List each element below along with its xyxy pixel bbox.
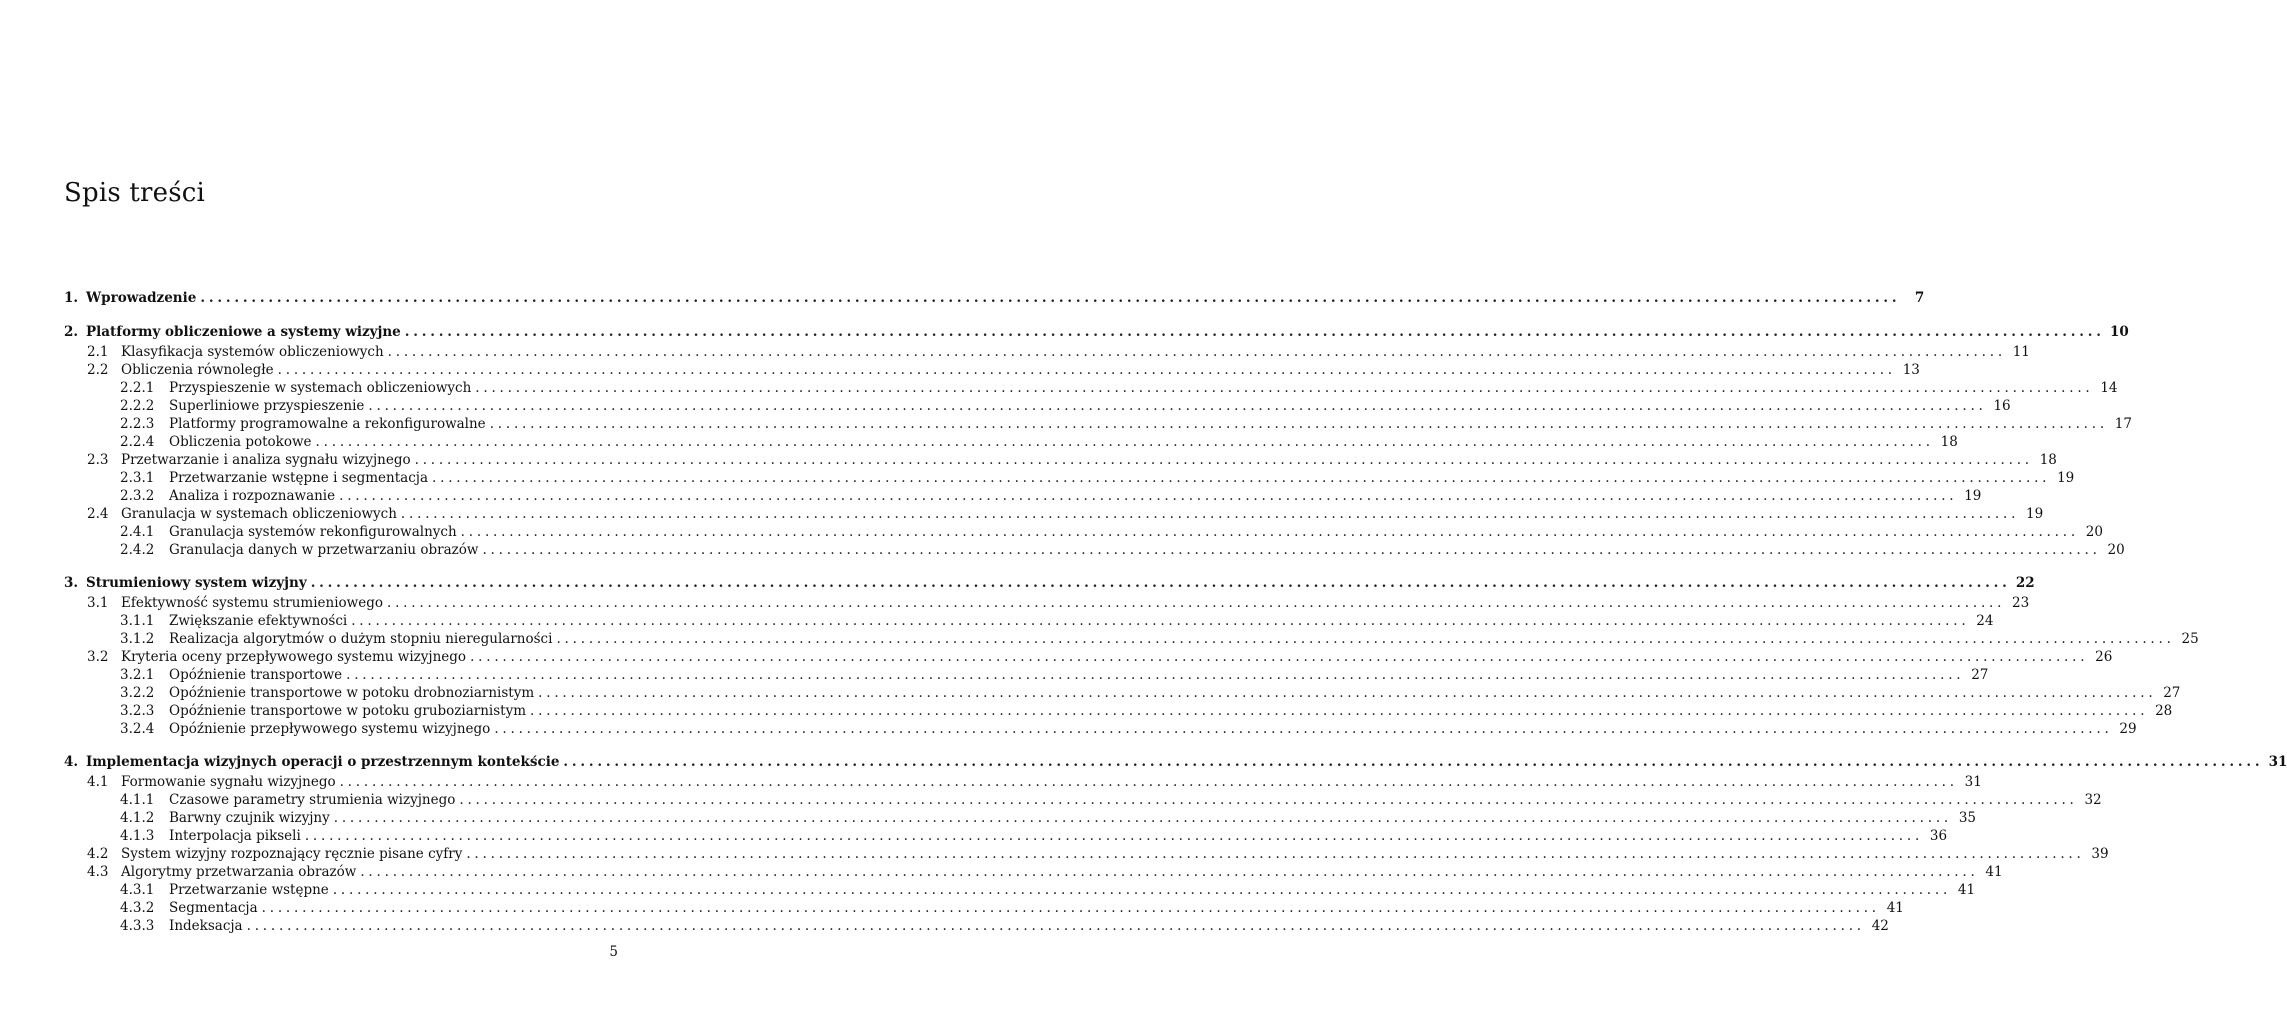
dot-leader: ........................................................................................................................................................................................................ bbox=[475, 380, 2094, 396]
toc-entry-number: 3.2.3 bbox=[120, 703, 155, 719]
toc-entry-title: System wizyjny rozpoznający ręcznie pisane cyfry bbox=[121, 846, 463, 862]
toc-entry-title: Przyspieszenie w systemach obliczeniowych bbox=[169, 380, 472, 396]
dot-leader: ........................................................................................................................................................................................................ bbox=[339, 488, 1958, 504]
toc-subsection-entry[interactable] bbox=[64, 791, 2102, 809]
toc-entry-title: Efektywność systemu strumieniowego bbox=[121, 595, 383, 611]
toc-entry-page: 26 bbox=[2095, 649, 2113, 665]
toc-section-entry[interactable] bbox=[64, 594, 2030, 612]
toc-entry-page: 31 bbox=[1964, 774, 1982, 790]
toc-section-entry[interactable] bbox=[64, 505, 2044, 523]
toc-entry-number: 4.3.2 bbox=[120, 900, 155, 916]
toc-chapter-entry[interactable] bbox=[64, 322, 2129, 342]
dot-leader: ........................................................................................................................................................................................................ bbox=[494, 721, 2113, 737]
toc-entry-page: 41 bbox=[1957, 882, 1976, 898]
toc-entry-number: 3.1 bbox=[87, 595, 109, 611]
toc-entry-title: Czasowe parametry strumienia wizyjnego bbox=[169, 792, 456, 808]
toc-entry-title: Opóźnienie przepływowego systemu wizyjnego bbox=[169, 721, 491, 737]
toc-entry-number: 2.4.2 bbox=[120, 542, 155, 558]
toc-entry-number: 3.1.1 bbox=[120, 613, 155, 629]
toc-entry-title: Przetwarzanie wstępne bbox=[169, 882, 329, 898]
toc-entry-title: Platformy obliczeniowe a systemy wizyjne bbox=[86, 324, 401, 340]
toc-entry-page: 13 bbox=[1902, 362, 1920, 378]
table-of-contents bbox=[64, 288, 2287, 949]
toc-entry-number: 4.1 bbox=[87, 774, 109, 790]
toc-subsection-entry[interactable] bbox=[64, 630, 2199, 648]
toc-entry-title: Indeksacja bbox=[169, 918, 243, 934]
toc-subsection-entry[interactable] bbox=[64, 541, 2125, 559]
toc-entry-title: Przetwarzanie i analiza sygnału wizyjnego bbox=[121, 452, 411, 468]
toc-entry-number: 3.2.2 bbox=[120, 685, 155, 701]
toc-entry-page: 31 bbox=[2268, 754, 2287, 770]
dot-leader: ........................................................................................................................................................................................................ bbox=[459, 792, 2078, 808]
toc-entry-title: Opóźnienie transportowe w potoku drobnoziarnistym bbox=[169, 685, 535, 701]
dot-leader: ........................................................................................................................................................................................................ bbox=[466, 846, 2085, 862]
toc-entry-page: 25 bbox=[2181, 631, 2199, 647]
toc-entry-title: Strumieniowy system wizyjny bbox=[86, 575, 307, 591]
toc-entry-page: 19 bbox=[2057, 470, 2075, 486]
toc-entry-title: Granulacja danych w przetwarzaniu obrazów bbox=[169, 542, 479, 558]
toc-subsection-entry[interactable] bbox=[64, 487, 1982, 505]
toc-entry-page: 28 bbox=[2155, 703, 2173, 719]
dot-leader: ........................................................................................................................................................................................................ bbox=[556, 631, 2175, 647]
toc-entry-title: Obliczenia równoległe bbox=[121, 362, 274, 378]
toc-entry-title: Wprowadzenie bbox=[86, 290, 197, 306]
toc-entry-number: 3.2.4 bbox=[120, 721, 155, 737]
page-number: 5 bbox=[609, 944, 618, 960]
toc-entry-number: 3.2 bbox=[87, 649, 109, 665]
toc-chapter-entry[interactable] bbox=[64, 288, 1925, 308]
toc-section-entry[interactable] bbox=[64, 648, 2113, 666]
toc-entry-title: Implementacja wizyjnych operacji o przestrzennym kontekście bbox=[86, 754, 560, 770]
toc-entry-number: 3. bbox=[64, 575, 79, 591]
toc-entry-page: 29 bbox=[2119, 721, 2137, 737]
toc-entry-number: 2.3 bbox=[87, 452, 109, 468]
toc-entry-page: 41 bbox=[1985, 864, 2003, 880]
toc-subsection-entry[interactable] bbox=[64, 702, 2173, 720]
toc-entry-page: 17 bbox=[2114, 416, 2132, 432]
toc-entry-page: 14 bbox=[2100, 380, 2118, 396]
toc-subsection-entry[interactable] bbox=[64, 827, 1948, 845]
toc-entry-number: 3.2.1 bbox=[120, 667, 155, 683]
toc-section-entry[interactable] bbox=[64, 773, 1982, 791]
toc-entry-number: 4. bbox=[64, 754, 79, 770]
toc-chapter-block bbox=[64, 322, 2132, 559]
toc-entry-title: Realizacja algorytmów o dużym stopniu nieregularności bbox=[169, 631, 553, 647]
toc-entry-title: Platformy programowalne a rekonfigurowalne bbox=[169, 416, 486, 432]
toc-entry-number: 4.1.3 bbox=[120, 828, 155, 844]
dot-leader: ........................................................................................................................................................................................................ bbox=[400, 506, 2020, 522]
toc-entry-page: 18 bbox=[1940, 434, 1958, 450]
dot-leader: ........................................................................................................................................................................................................ bbox=[339, 774, 1958, 790]
toc-subsection-entry[interactable] bbox=[64, 612, 1994, 630]
dot-leader: ........................................................................................................................................................................................................ bbox=[261, 900, 1880, 916]
toc-entry-title: Zwiększanie efektywności bbox=[169, 613, 348, 629]
toc-entry-page: 18 bbox=[2039, 452, 2057, 468]
toc-entry-number: 4.1.1 bbox=[120, 792, 155, 808]
toc-subsection-entry[interactable] bbox=[64, 469, 2075, 487]
toc-subsection-entry[interactable] bbox=[64, 379, 2118, 397]
toc-entry-number: 2.3.2 bbox=[120, 488, 155, 504]
toc-subsection-entry[interactable] bbox=[64, 720, 2137, 738]
toc-subsection-entry[interactable] bbox=[64, 881, 1976, 899]
toc-chapter-block bbox=[64, 752, 2287, 935]
toc-entry-number: 2.4.1 bbox=[120, 524, 155, 540]
toc-entry-title: Klasyfikacja systemów obliczeniowych bbox=[121, 344, 384, 360]
toc-subsection-entry[interactable] bbox=[64, 899, 1904, 917]
toc-entry-number: 2.2.2 bbox=[120, 398, 155, 414]
toc-entry-page: 27 bbox=[2163, 685, 2181, 701]
page-title: Spis treści bbox=[64, 178, 206, 208]
toc-section-entry[interactable] bbox=[64, 845, 2109, 863]
toc-entry-number: 4.3.1 bbox=[120, 882, 155, 898]
dot-leader: ........................................................................................................................................................................................................ bbox=[277, 362, 1896, 378]
toc-entry-title: Opóźnienie transportowe w potoku gruboziarnistym bbox=[169, 703, 527, 719]
toc-entry-number: 4.2 bbox=[87, 846, 109, 862]
toc-entry-number: 3.1.2 bbox=[120, 631, 155, 647]
dot-leader: ........................................................................................................................................................................................................ bbox=[368, 398, 1987, 414]
toc-entry-page: 19 bbox=[2025, 506, 2044, 522]
dot-leader: ........................................................................................................................................................................................................ bbox=[332, 882, 1952, 898]
toc-section-entry[interactable] bbox=[64, 361, 1920, 379]
toc-entry-page: 7 bbox=[1914, 290, 1925, 306]
toc-entry-number: 2.1 bbox=[87, 344, 109, 360]
toc-entry-page: 39 bbox=[2091, 846, 2109, 862]
toc-section-entry[interactable] bbox=[64, 863, 2003, 881]
toc-entry-number: 2.2 bbox=[87, 362, 109, 378]
toc-entry-page: 32 bbox=[2084, 792, 2102, 808]
toc-entry-number: 2.2.3 bbox=[120, 416, 155, 432]
toc-entry-number: 2.2.1 bbox=[120, 380, 155, 396]
toc-entry-number: 4.1.2 bbox=[120, 810, 155, 826]
toc-subsection-entry[interactable] bbox=[64, 523, 2103, 541]
dot-leader: ........................................................................................................................................................................................................ bbox=[460, 524, 2079, 540]
toc-entry-page: 19 bbox=[1964, 488, 1982, 504]
toc-entry-title: Superliniowe przyspieszenie bbox=[169, 398, 365, 414]
toc-subsection-entry[interactable] bbox=[64, 684, 2181, 702]
dot-leader: ........................................................................................................................................................................................................ bbox=[482, 542, 2101, 558]
toc-entry-number: 4.3.3 bbox=[120, 918, 155, 934]
dot-leader: ........................................................................................................................................................................................................ bbox=[246, 918, 1865, 934]
dot-leader: ........................................................................................................................................................................................................ bbox=[346, 667, 1965, 683]
dot-leader: ........................................................................................................................................................................................................ bbox=[387, 344, 2006, 360]
toc-entry-page: 35 bbox=[1958, 810, 1976, 826]
toc-chapter-entry[interactable] bbox=[64, 573, 2035, 593]
toc-chapter-block bbox=[64, 573, 2199, 738]
dot-leader: ........................................................................................................................................................................................................ bbox=[432, 470, 2051, 486]
toc-entry-page: 27 bbox=[1971, 667, 1989, 683]
dot-leader: ........................................................................................................................................................................................................ bbox=[351, 613, 1970, 629]
toc-entry-page: 42 bbox=[1871, 918, 1889, 934]
dot-leader: ........................................................................................................................................................................................................ bbox=[404, 324, 2105, 340]
toc-entry-page: 20 bbox=[2107, 542, 2125, 558]
toc-entry-title: Granulacja systemów rekonfigurowalnych bbox=[169, 524, 457, 540]
toc-section-entry[interactable] bbox=[64, 343, 2030, 361]
toc-entry-title: Barwny czujnik wizyjny bbox=[169, 810, 330, 826]
toc-chapter-block bbox=[64, 288, 1925, 308]
dot-leader: ........................................................................................................................................................................................................ bbox=[414, 452, 2033, 468]
toc-entry-page: 36 bbox=[1929, 828, 1948, 844]
toc-entry-page: 24 bbox=[1976, 613, 1994, 629]
dot-leader: ........................................................................................................................................................................................................ bbox=[386, 595, 2006, 611]
toc-entry-number: 4.3 bbox=[87, 864, 109, 880]
dot-leader: ........................................................................................................................................................................................................ bbox=[315, 434, 1934, 450]
toc-section-entry[interactable] bbox=[64, 451, 2057, 469]
toc-entry-page: 22 bbox=[2015, 575, 2035, 591]
toc-subsection-entry[interactable] bbox=[64, 666, 1989, 684]
toc-entry-title: Granulacja w systemach obliczeniowych bbox=[121, 506, 397, 522]
dot-leader: ........................................................................................................................................................................................................ bbox=[563, 754, 2264, 770]
toc-entry-title: Analiza i rozpoznawanie bbox=[169, 488, 336, 504]
toc-entry-title: Formowanie sygnału wizyjnego bbox=[121, 774, 336, 790]
toc-subsection-entry[interactable] bbox=[64, 433, 1958, 451]
toc-subsection-entry[interactable] bbox=[64, 397, 2011, 415]
toc-entry-title: Obliczenia potokowe bbox=[169, 434, 312, 450]
toc-subsection-entry[interactable] bbox=[64, 809, 1976, 827]
dot-leader: ........................................................................................................................................................................................................ bbox=[310, 575, 2011, 591]
toc-entry-number: 2. bbox=[64, 324, 79, 340]
toc-chapter-entry[interactable] bbox=[64, 752, 2287, 772]
dot-leader: ........................................................................................................................................................................................................ bbox=[530, 703, 2149, 719]
toc-entry-title: Interpolacja pikseli bbox=[169, 828, 301, 844]
toc-entry-number: 1. bbox=[64, 290, 79, 306]
dot-leader: ........................................................................................................................................................................................................ bbox=[538, 685, 2157, 701]
toc-entry-number: 2.2.4 bbox=[120, 434, 155, 450]
toc-entry-title: Kryteria oceny przepływowego systemu wizyjnego bbox=[121, 649, 467, 665]
toc-entry-number: 2.4 bbox=[87, 506, 109, 522]
toc-entry-number: 2.3.1 bbox=[120, 470, 155, 486]
toc-entry-page: 23 bbox=[2012, 595, 2030, 611]
toc-entry-title: Segmentacja bbox=[169, 900, 258, 916]
toc-subsection-entry[interactable] bbox=[64, 415, 2132, 433]
dot-leader: ........................................................................................................................................................................................................ bbox=[304, 828, 1924, 844]
toc-entry-title: Przetwarzanie wstępne i segmentacja bbox=[169, 470, 429, 486]
toc-subsection-entry[interactable] bbox=[64, 917, 1889, 935]
dot-leader: ........................................................................................................................................................................................................ bbox=[489, 416, 2108, 432]
toc-entry-page: 41 bbox=[1886, 900, 1904, 916]
toc-entry-page: 16 bbox=[1993, 398, 2011, 414]
dot-leader: ........................................................................................................................................................................................................ bbox=[360, 864, 1979, 880]
toc-entry-page: 11 bbox=[2012, 344, 2030, 360]
dot-leader: ........................................................................................................................................................................................................ bbox=[333, 810, 1952, 826]
dot-leader: ........................................................................................................................................................................................................ bbox=[200, 290, 1901, 306]
dot-leader: ........................................................................................................................................................................................................ bbox=[470, 649, 2089, 665]
toc-entry-page: 10 bbox=[2109, 324, 2129, 340]
toc-entry-title: Opóźnienie transportowe bbox=[169, 667, 343, 683]
toc-entry-title: Algorytmy przetwarzania obrazów bbox=[121, 864, 357, 880]
toc-entry-page: 20 bbox=[2085, 524, 2103, 540]
